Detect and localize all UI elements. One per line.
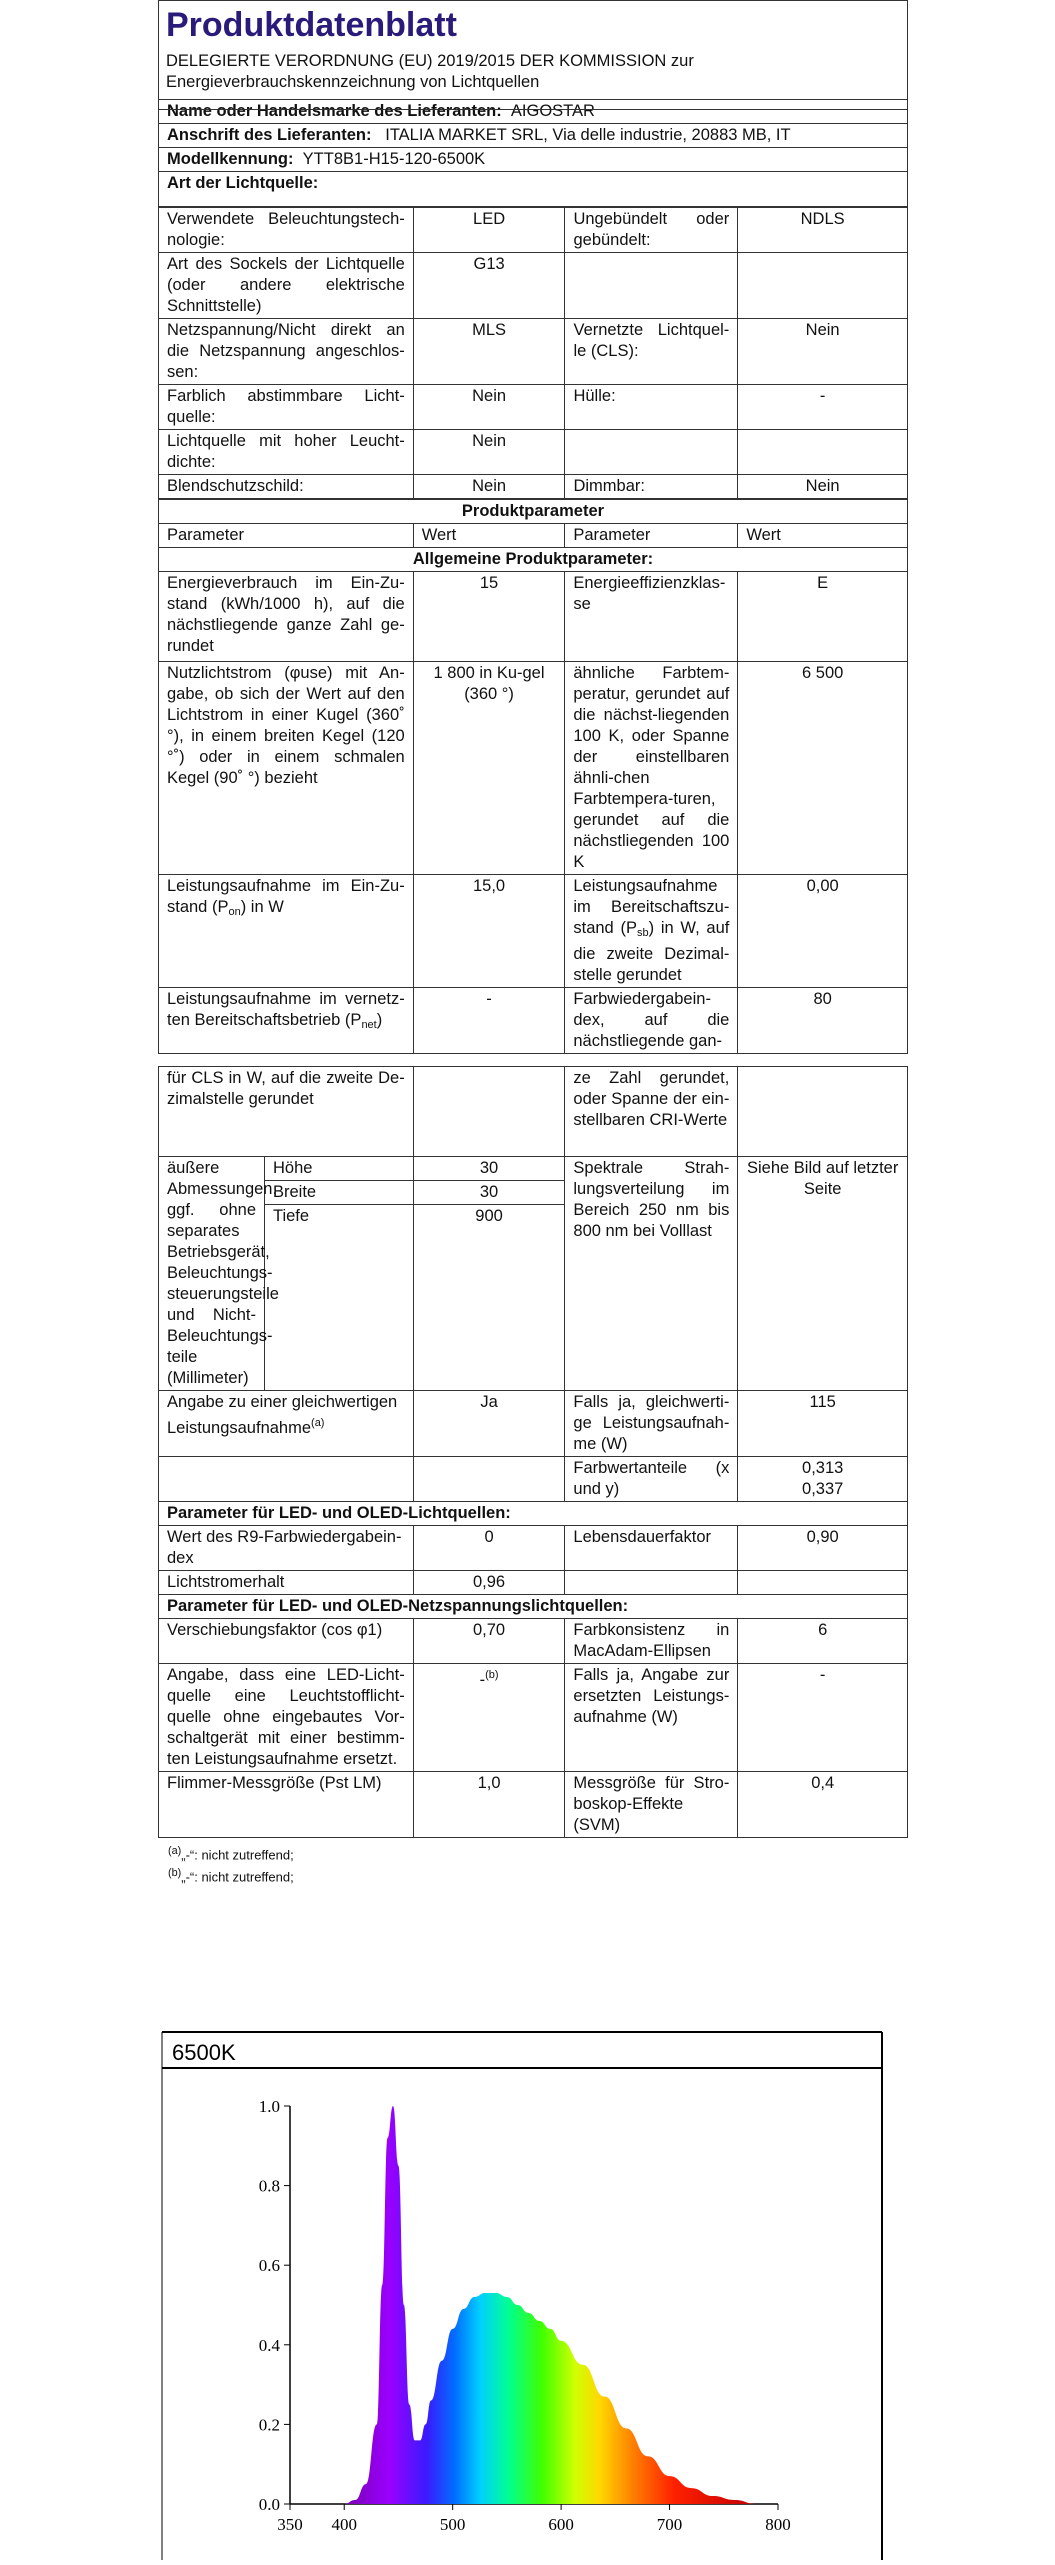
spectrum-chart-svg <box>160 2028 890 2560</box>
equiv-row <box>159 1391 908 1457</box>
spectrum-value: Siehe Bild auf letzter Seite <box>738 1157 908 1391</box>
y-tick-label: 0.0 <box>258 2495 280 2514</box>
height-label: Höhe <box>265 1157 413 1181</box>
led-heading-row <box>159 1502 908 1526</box>
dimensions-row <box>159 1157 908 1391</box>
type-rows <box>159 208 908 499</box>
chart-title: 6500K <box>172 2040 236 2065</box>
type-cell-l2: Hülle: <box>565 385 738 430</box>
dimensions-values <box>413 1157 565 1391</box>
life-label: Lebensdauerfaktor <box>565 1526 738 1571</box>
x-tick-label: 500 <box>439 2515 466 2534</box>
type-cell-v1: G13 <box>413 253 565 319</box>
page-title: Produktdatenblatt <box>166 6 457 44</box>
cri-value: 80 <box>738 988 908 1054</box>
empty-cell <box>565 1571 738 1595</box>
cri-cont-label: ze Zahl gerundet, oder Spanne der ein-stellbaren CRI-Werte <box>565 1067 738 1157</box>
flicker-label: Flimmer-Messgröße (Pst LM) <box>159 1772 414 1838</box>
r9-row <box>159 1526 908 1571</box>
title-frame <box>158 0 908 110</box>
depth-label: Tiefe <box>273 1207 310 1225</box>
footnote-a-text: „-“: nicht zutreffend; <box>181 1847 294 1863</box>
power-on-value: 15,0 <box>413 875 565 988</box>
type-cell-l1: Netzspannung/Nicht direkt an die Netzspannung angeschlos-sen: <box>159 319 414 385</box>
type-cell-v1: LED <box>413 208 565 253</box>
maint-label: Lichtstromerhalt <box>159 1571 414 1595</box>
equiv-sup: (a) <box>311 1417 325 1429</box>
replace2-label: Falls ja, Angabe zur ersetzten Leistungs-aufnahme (W) <box>565 1664 738 1772</box>
footnote-b-mark: (b) <box>168 1867 182 1880</box>
led-heading: Parameter für LED- und OLED-Lichtquellen: <box>159 1502 908 1526</box>
type-row <box>159 253 908 319</box>
cct-label: ähnliche Farbtem-peratur, gerundet auf die nächst-liegenden 100 K, oder Spanne der einstellbaren ähnli-chen Farbtempera-turen, gerundet auf die nächstliegenden 100 K <box>565 662 738 875</box>
page-break-gap <box>158 1054 908 1066</box>
standby-label <box>565 875 738 988</box>
life-value: 0,90 <box>738 1526 908 1571</box>
type-cell-l2: Vernetzte Lichtquel-le (CLS): <box>565 319 738 385</box>
product-params-heading-row <box>159 500 908 524</box>
chroma-y: 0,337 <box>802 1480 844 1498</box>
cct-value: 6 500 <box>738 662 908 875</box>
power-net-label-a: Leistungsaufnahme im vernetz-ten Bereitschaftsbetrieb (P <box>167 990 405 1029</box>
flux-value: 1 800 in Ku-gel (360 °) <box>413 662 565 875</box>
replace2-value: - <box>738 1664 908 1772</box>
flux-row <box>159 662 908 875</box>
standby-value: 0,00 <box>738 875 908 988</box>
type-cell-v1: Nein <box>413 430 565 475</box>
power-on-label <box>159 875 414 988</box>
model-label: Modellkennung: <box>167 150 294 168</box>
type-cell-v1: MLS <box>413 319 565 385</box>
power-on-sub: on <box>228 906 241 918</box>
type-cell-v1: Nein <box>413 385 565 430</box>
flicker-row <box>159 1772 908 1838</box>
power-net-label-b: ) <box>376 1011 383 1029</box>
y-tick-label: 0.4 <box>258 2335 280 2355</box>
equiv-power-label: Falls ja, gleichwerti-ge Leistungsaufnah-me (W) <box>565 1391 738 1457</box>
chroma-label: Farbwertanteile (x und y) <box>565 1457 738 1502</box>
cos-label: Verschiebungsfaktor (cos φ1) <box>159 1619 414 1664</box>
type-cell-l1: Farblich abstimmbare Licht-quelle: <box>159 385 414 430</box>
chroma-value <box>738 1457 908 1502</box>
height-value: 30 <box>414 1157 565 1181</box>
depth-value: 900 <box>475 1207 503 1225</box>
col-param-2: Parameter <box>565 524 738 548</box>
power-net-cont-label: für CLS in W, auf die zweite De-zimalstelle gerundet <box>159 1067 414 1157</box>
empty-cell <box>413 1067 565 1157</box>
params-table-continued <box>158 1066 908 1838</box>
type-cell-l1: Art des Sockels der Lichtquelle (oder andere elektrische Schnittstelle) <box>159 253 414 319</box>
macadam-label: Farbkonsistenz in MacAdam-Ellipsen <box>565 1619 738 1664</box>
type-row <box>159 208 908 253</box>
maint-value: 0,96 <box>413 1571 565 1595</box>
x-tick-label: 400 <box>331 2515 357 2534</box>
power-net-sub: net <box>361 1019 377 1031</box>
width-label: Breite <box>265 1181 413 1205</box>
y-tick-label: 0.6 <box>258 2256 280 2276</box>
replace-value-text: - <box>479 1671 486 1689</box>
supplier-value: AIGOSTAR <box>510 102 595 120</box>
cos-row <box>159 1619 908 1664</box>
r9-value: 0 <box>413 1526 565 1571</box>
x-tick-label: 600 <box>548 2515 574 2534</box>
footnote-b-text: „-“: nicht zutreffend; <box>181 1869 294 1885</box>
y-tick-label: 1.0 <box>258 2097 280 2116</box>
energy-label: Energieverbrauch im Ein-Zu-stand (kWh/1000 h), auf die nächstliegende ganze Zahl ge-rundet <box>159 572 414 662</box>
type-cell-l2: Dimmbar: <box>565 475 738 499</box>
power-on-row <box>159 875 908 988</box>
type-cell-v2 <box>738 253 908 319</box>
type-table <box>158 207 908 499</box>
mains-heading: Parameter für LED- und OLED-Netzspannungslichtquellen: <box>159 1595 908 1619</box>
dimensions-label: äußere Abmessungen, ggf. ohne separates Betriebsgerät, Beleuchtungs-steuerungsteile und Nicht-Beleuchtungs-teile (Millimeter) <box>159 1157 265 1390</box>
chroma-x: 0,313 <box>802 1459 844 1477</box>
type-heading-row <box>159 172 908 207</box>
footnote-b <box>168 1864 908 1886</box>
col-value-2: Wert <box>738 524 908 548</box>
col-param-1: Parameter <box>159 524 414 548</box>
type-cell-v2 <box>738 430 908 475</box>
cos-value: 0,70 <box>413 1619 565 1664</box>
x-tick-label: 700 <box>656 2515 683 2534</box>
replace-sup: (b) <box>485 1669 499 1681</box>
energy-row <box>159 572 908 662</box>
efficiency-class-label: Energieeffizienzklas-se <box>565 572 738 662</box>
type-cell-l2 <box>565 430 738 475</box>
x-tick-label: 350 <box>277 2515 303 2534</box>
power-net-cont-row <box>159 1067 908 1157</box>
model-row <box>159 148 908 172</box>
footnote-a <box>168 1842 908 1864</box>
y-tick-label: 0.2 <box>258 2415 280 2435</box>
power-net-label <box>159 988 414 1054</box>
type-cell-v1: Nein <box>413 475 565 499</box>
header-table <box>158 99 908 207</box>
standby-label-a: Leistungsaufnahme im Bereitschaftszu-stand (P <box>573 877 730 937</box>
type-cell-v2: - <box>738 385 908 430</box>
replace-label: Angabe, dass eine LED-Licht-quelle eine Leuchtstofflicht-quelle ohne eingebautes Vor-schaltgerät mit einer bestimm-ten Leistungsaufnahme ersetzt. <box>159 1664 414 1772</box>
cri-label: Farbwiedergabein-dex, auf die nächstliegende gan- <box>565 988 738 1054</box>
address-label: Anschrift des Lieferanten: <box>167 126 372 144</box>
type-cell-l1: Verwendete Beleuchtungstech-nologie: <box>159 208 414 253</box>
chroma-row <box>159 1457 908 1502</box>
dimensions-cell <box>159 1157 414 1391</box>
type-row <box>159 475 908 499</box>
empty-cell <box>738 1571 908 1595</box>
address-value: ITALIA MARKET SRL, Via delle industrie, 20883 MB, IT <box>385 126 791 144</box>
energy-value: 15 <box>413 572 565 662</box>
equiv-power-value: 115 <box>738 1391 908 1457</box>
type-row <box>159 319 908 385</box>
type-cell-v2: NDLS <box>738 208 908 253</box>
power-on-label-b: ) in W <box>240 898 284 916</box>
equiv-label-text: Angabe zu einer gleichwertigen Leistungsaufnahme <box>167 1393 398 1437</box>
maint-row <box>159 1571 908 1595</box>
empty-cell <box>159 1457 414 1502</box>
power-on-label-a: Leistungsaufnahme im Ein-Zu-stand (P <box>167 877 405 916</box>
flux-label: Nutzlichtstrom (φuse) mit An-gabe, ob sich der Wert auf den Lichtstrom in einer Kugel (360˚ °), in einem breiten Kegel (120 °˚) oder in einem schmalen Kegel (90˚ °) bezieht <box>159 662 414 875</box>
empty-cell <box>738 1067 908 1157</box>
equiv-value: Ja <box>413 1391 565 1457</box>
type-heading: Art der Lichtquelle: <box>159 172 908 207</box>
type-row <box>159 385 908 430</box>
efficiency-class-value: E <box>738 572 908 662</box>
power-net-value: - <box>413 988 565 1054</box>
model-value: YTT8B1-H15-120-6500K <box>302 150 486 168</box>
spectrum-chart <box>160 2028 890 2560</box>
replace-row <box>159 1664 908 1772</box>
general-heading-row <box>159 548 908 572</box>
x-tick-label: 800 <box>765 2515 791 2534</box>
type-cell-v2: Nein <box>738 475 908 499</box>
standby-sub: sb <box>636 927 649 939</box>
mains-heading-row <box>159 1595 908 1619</box>
macadam-value: 6 <box>738 1619 908 1664</box>
width-value: 30 <box>414 1181 565 1205</box>
params-table <box>158 499 908 1054</box>
datasheet <box>158 0 908 1887</box>
type-cell-l1: Lichtquelle mit hoher Leucht-dichte: <box>159 430 414 475</box>
footnotes <box>168 1842 908 1887</box>
flicker-value: 1,0 <box>413 1772 565 1838</box>
replace-value <box>413 1664 565 1772</box>
empty-cell <box>413 1457 565 1502</box>
param-header-row <box>159 524 908 548</box>
type-cell-v2: Nein <box>738 319 908 385</box>
address-row <box>159 124 908 148</box>
r9-label: Wert des R9-Farbwiedergabein-dex <box>159 1526 414 1571</box>
power-net-row <box>159 988 908 1054</box>
standby-label-b: ) in W, auf die zweite Dezimal-stelle gerundet <box>573 919 730 984</box>
type-row <box>159 430 908 475</box>
regulation-text: DELEGIERTE VERORDNUNG (EU) 2019/2015 DER KOMMISSION zur Energieverbrauchskennzeichnung von Lichtquellen <box>166 52 694 91</box>
general-heading: Allgemeine Produktparameter: <box>159 548 908 572</box>
product-params-heading: Produktparameter <box>159 500 908 524</box>
type-cell-l2 <box>565 253 738 319</box>
y-tick-label: 0.8 <box>258 2176 280 2196</box>
footnote-a-mark: (a) <box>168 1845 182 1857</box>
col-value-1: Wert <box>413 524 565 548</box>
type-cell-l2: Ungebündelt oder gebündelt: <box>565 208 738 253</box>
supplier-label: Name oder Handelsmarke des Lieferanten: <box>167 102 502 120</box>
equiv-label <box>159 1391 414 1457</box>
spectrum-label: Spektrale Strah-lungsverteilung im Bereich 250 nm bis 800 nm bei Volllast <box>565 1157 738 1391</box>
strobo-label: Messgröße für Stro-boskop-Effekte (SVM) <box>565 1772 738 1838</box>
type-cell-l1: Blendschutzschild: <box>159 475 414 499</box>
strobo-value: 0,4 <box>738 1772 908 1838</box>
